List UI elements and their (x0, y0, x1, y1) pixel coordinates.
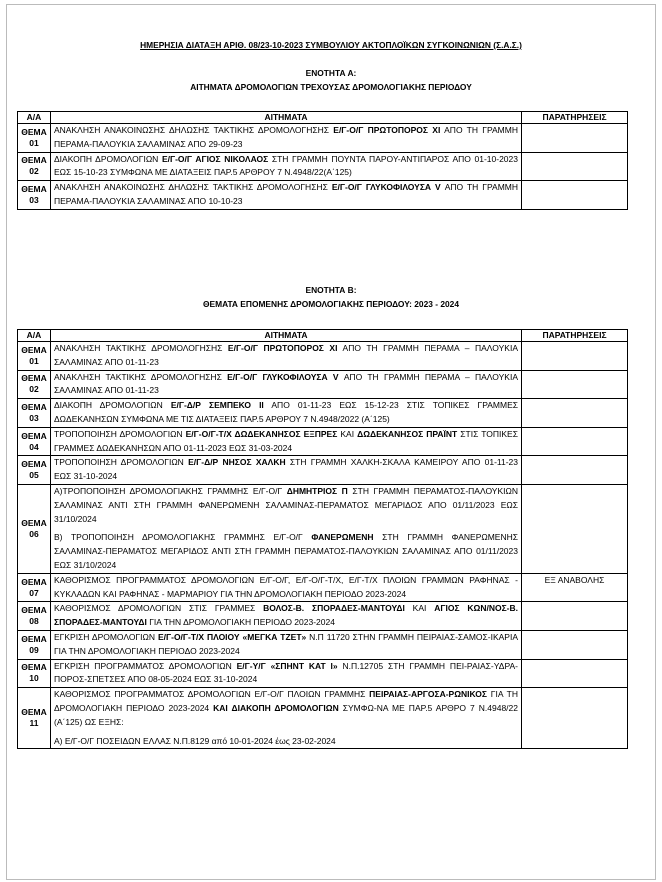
column-header-number: Α/Α (18, 330, 51, 342)
request-text-part: Α) Ε/Γ-Ο/Γ ΠΟΣΕΙΔΩΝ ΕΛΛΑΣ Ν.Π.8129 από 10-01-2024 έως 23-02-2024 (54, 735, 336, 746)
item-number: ΘΕΜΑ 03 (18, 399, 51, 428)
table-row (18, 181, 628, 210)
remarks-cell (522, 484, 628, 573)
item-number: ΘΕΜΑ 01 (18, 342, 51, 371)
request-text (51, 427, 522, 456)
table-row (18, 456, 628, 485)
item-number: ΘΕΜΑ 09 (18, 630, 51, 659)
section-b-heading: ΕΝΟΤΗΤΑ Β: (305, 285, 357, 295)
request-text (51, 630, 522, 659)
remarks-cell (522, 181, 628, 210)
section-b-table (17, 329, 628, 749)
request-text-part: ΚΑΘΟΡΙΣΜΟΣ ΠΡΟΓΡΑΜΜΑΤΟΣ ΔΡΟΜΟΛΟΓΙΩΝ Ε/Γ-Ο/Γ, Ε/Γ-Ο/Γ-Τ/Χ, Ε/Γ-Τ/Χ ΠΛΟΙΩΝ ΓΡΑΜΜΩΝ ΡΑΦΗΝΑΣ - ΚΥΚΛΑΔΩΝ ΚΑΙ ΡΑΦΗΝΑΣ - ΜΑΡΜΑΡΙΟΥ ΓΙΑ ΤΗΝ ΔΡΟΜΟΛΟΓΙΑΚΗ ΠΕΡΙΟΔΟ 2023-2024 (54, 574, 518, 599)
vessel-name: Ε/Γ-Ο/Γ ΠΡΩΤΟΠΟΡΟΣ ΧΙ (333, 125, 441, 135)
request-text-part: ΑΠΟ 01-11-23 ΕΩΣ 15-12-23 ΣΤΙΣ ΤΟΠΙΚΕΣ ΓΡΑΜΜΕΣ ΔΩΔΕΚΑΝΗΣΩΝ ΣΥΜΦΩΝΑ ΜΕ ΤΙΣ ΔΙΑΤΑΞΕΙΣ ΠΑΡ.5 ΑΡΘΡΟΥ 7 Ν.4948/2022 (Α΄125) (54, 400, 519, 424)
request-text (51, 370, 522, 399)
remarks-cell (522, 152, 628, 181)
request-text-part: ΤΡΟΠΟΠΟΙΗΣΗ ΔΡΟΜΟΛΟΓΙΩΝ (54, 457, 189, 468)
request-text (51, 342, 522, 371)
vessel-name: ΑΓΙΟΣ ΚΩΝ/ΝΟΣ-Β. ΣΠΟΡΑΔΕΣ-ΜΑΝΤΟΥΔΙ (54, 603, 518, 628)
vessel-name: ΒΟΛΟΣ-Β. ΣΠΟΡΑΔΕΣ-ΜΑΝΤΟΥΔΙ (263, 603, 405, 614)
request-text-part: ΕΓΚΡΙΣΗ ΔΡΟΜΟΛΟΓΙΩΝ (54, 631, 158, 642)
paragraph-break (54, 526, 518, 531)
item-number: ΘΕΜΑ 03 (18, 181, 51, 210)
vessel-name: Ε/Γ-Υ/Γ «ΣΠΗΝΤ ΚΑΤ Ι» (236, 660, 338, 671)
item-number: ΘΕΜΑ 11 (18, 688, 51, 749)
table-row (18, 630, 628, 659)
request-text-part: ΑΠΟ ΤΗ ΓΡΑΜΜΗ ΠΕΡΑΜΑ – ΠΑΛΟΥΚΙΑ ΣΑΛΑΜΙΝΑΣ ΑΠΟ 01-11-23 (54, 371, 518, 396)
table-row (18, 688, 628, 749)
document-title: ΗΜΕΡΗΣΙΑ ΔΙΑΤΑΞΗ ΑΡΙΘ. 08/23-10-2023 ΣΥΜΒΟΥΛΙΟΥ ΑΚΤΟΠΛΟΪΚΩΝ ΣΥΓΚΟΙΝΩΝΙΩΝ (Σ.Α.Σ.) (140, 40, 522, 50)
request-text-part: ΓΙΑ ΤΗΝ ΔΡΟΜΟΛΟΓΙΑΚΗ ΠΕΡΙΟΔΟ 2023-2024 (146, 617, 335, 628)
table-row (18, 573, 628, 602)
table-row (18, 427, 628, 456)
request-text-part: ΑΝΑΚΛΗΣΗ ΤΑΚΤΙΚΗΣ ΔΡΟΜΟΛΟΓΗΣΗΣ (54, 371, 228, 382)
table-row (18, 370, 628, 399)
item-number: ΘΕΜΑ 02 (18, 370, 51, 399)
table-row (18, 399, 628, 428)
column-header-requests: ΑΙΤΗΜΑΤΑ (51, 112, 522, 124)
request-text-part: ΓΙΑ ΤΗ ΔΡΟΜΟΛΟΓΙΑΚΗ ΠΕΡΙΟΔΟ 2023-2024 (54, 689, 518, 713)
vessel-name: Ε/Γ-Ο/Γ-Τ/Χ ΔΩΔΕΚΑΝΗΣΟΣ ΕΞΠΡΕΣ (185, 428, 338, 439)
section-b-subheading: ΘΕΜΑΤΑ ΕΠΟΜΕΝΗΣ ΔΡΟΜΟΛΟΓΙΑΚΗΣ ΠΕΡΙΟΔΟΥ: 2023 - 2024 (203, 299, 459, 309)
request-text-part: ΑΠΟ ΤΗ ΓΡΑΜΜΗ ΠΕΡΑΜΑ – ΠΑΛΟΥΚΙΑ ΣΑΛΑΜΙΝΑΣ ΑΠΟ 01-11-23 (54, 343, 518, 367)
vessel-name: Ε/Γ-Ο/Γ ΓΛΥΚΟΦΙΛΟΥΣΑ V (227, 371, 339, 382)
item-number: ΘΕΜΑ 02 (18, 152, 51, 181)
request-text (51, 399, 522, 428)
vessel-name: ΚΑΙ ΔΙΑΚΟΠΗ ΔΡΟΜΟΛΟΓΙΩΝ (213, 702, 339, 713)
remarks-cell (522, 659, 628, 688)
request-text (51, 602, 522, 631)
request-text-part: ΣΤΗ ΓΡΑΜΜΗ ΠΕΡΑΜΑΤΟΣ-ΠΑΛΟΥΚΙΩΝ ΣΑΛΑΜΙΝΑΣ ΑΝΤΙ ΣΤΗ ΓΡΑΜΜΗ ΦΑΝΕΡΩΜΕΝΗ ΣΑΛΑΜΙΝΑΣ-ΠΕΡΑΜΑΤΟΣ ΜΕΓΑΡΙΔΟΣ ΑΠΟ 01/11/2023 ΕΩΣ 31/10/2024 (54, 485, 518, 524)
request-text (51, 659, 522, 688)
column-header-remarks: ΠΑΡΑΤΗΡΗΣΕΙΣ (522, 112, 628, 124)
column-header-number: Α/Α (18, 112, 51, 124)
request-text-part: Ν.Π 11720 ΣΤΗΝ ΓΡΑΜΜΗ ΠΕΙΡΑΙΑΣ-ΣΑΜΟΣ-ΙΚΑΡΙΑ ΓΙΑ ΤΗΝ ΔΡΟΜΟΛΟΓΙΑΚΗ ΠΕΡΙΟΔΟ 2023-2024 (54, 631, 519, 656)
request-text-part: Β) ΤΡΟΠΟΠΟΙΗΣΗ ΔΡΟΜΟΛΟΓΙΑΚΗΣ ΓΡΑΜΜΗΣ Ε/Γ-Ο/Γ (54, 532, 312, 543)
remarks-cell (522, 630, 628, 659)
vessel-name: Ε/Γ-Ο/Γ ΑΓΙΟΣ ΝΙΚΟΛΑΟΣ (161, 153, 269, 164)
vessel-name: Ε/Γ-Δ/Ρ ΣΕΜΠΕΚΟ ΙΙ (170, 400, 264, 411)
vessel-name: Ε/Γ-Ο/Γ-Τ/Χ ΠΛΟΙΟΥ «ΜΕΓΚΑ ΤΖΕΤ» (157, 631, 307, 642)
request-text-part: Ν.Π.12705 ΣΤΗ ΓΡΑΜΜΗ ΠΕΙ-ΡΑΙΑΣ-ΥΔΡΑ-ΠΟΡΟΣ-ΣΠΕΤΣΕΣ ΑΠΟ 08-05-2024 ΕΩΣ 31-10-2024 (54, 660, 519, 685)
item-number: ΘΕΜΑ 08 (18, 602, 51, 631)
request-text-part: ΑΝΑΚΛΗΣΗ ΤΑΚΤΙΚΗΣ ΔΡΟΜΟΛΟΓΗΣΗΣ (54, 343, 228, 353)
request-text-part: ΑΠΟ ΤΗ ΓΡΑΜΜΗ ΠΕΡΑΜΑ-ΠΑΛΟΥΚΙΑ ΣΑΛΑΜΙΝΑΣ ΑΠΟ 29-09-23 (54, 125, 518, 149)
request-text-part: ΔΙΑΚΟΠΗ ΔΡΟΜΟΛΟΓΙΩΝ (54, 400, 171, 411)
table-row (18, 602, 628, 631)
request-text-part: ΣΤΗ ΓΡΑΜΜΗ ΦΑΝΕΡΩΜΕΝΗΣ ΣΑΛΑΜΙΝΑΣ-ΠΕΡΑΜΑΤΟΣ ΜΕΓΑΡΙΔΟΣ ΑΝΤΙ ΣΤΗ ΓΡΑΜΜΗ ΠΕΡΑΜΑΤΟΣ-ΠΑΛΟΥΚΙΩΝ ΣΑΛΑΜΙΝΑΣ ΑΠΟ 01/11/2023 ΕΩΣ 31/10/2024 (54, 532, 518, 570)
request-text-part: ΚΑΘΟΡΙΣΜΟΣ ΠΡΟΓΡΑΜΜΑΤΟΣ ΔΡΟΜΟΛΟΓΙΩΝ Ε/Γ-Ο/Γ ΠΛΟΙΩΝ ΓΡΑΜΜΗΣ (54, 689, 370, 700)
request-text-part: ΑΠΟ ΤΗ ΓΡΑΜΜΗ ΠΕΡΑΜΑ-ΠΑΛΟΥΚΙΑ ΣΑΛΑΜΙΝΑΣ ΑΠΟ 10-10-23 (54, 182, 518, 206)
table-header-row (18, 330, 628, 342)
request-text-part: Α)ΤΡΟΠΟΠΟΙΗΣΗ ΔΡΟΜΟΛΟΓΙΑΚΗΣ ΓΡΑΜΜΗΣ Ε/Γ-Ο/Γ (54, 485, 287, 496)
request-text-part: ΑΝΑΚΛΗΣΗ ΑΝΑΚΟΙΝΩΣΗΣ ΔΗΛΩΣΗΣ ΤΑΚΤΙΚΗΣ ΔΡΟΜΟΛΟΓΗΣΗΣ (54, 125, 334, 135)
request-text (51, 181, 522, 210)
request-text-part: ΣΤΙΣ ΤΟΠΙΚΕΣ ΓΡΑΜΜΕΣ ΔΩΔΕΚΑΝΗΣΩΝ ΑΠΟ 01-11-2023 ΕΩΣ 31-03-2024 (54, 428, 518, 453)
request-text-part: ΔΙΑΚΟΠΗ ΔΡΟΜΟΛΟΓΙΩΝ (54, 153, 162, 164)
item-number: ΘΕΜΑ 07 (18, 573, 51, 602)
request-text (51, 484, 522, 573)
column-header-remarks: ΠΑΡΑΤΗΡΗΣΕΙΣ (522, 330, 628, 342)
vessel-name: Ε/Γ-Ο/Γ ΠΡΩΤΟΠΟΡΟΣ ΧΙ (227, 343, 338, 353)
request-text-part: ΤΡΟΠΟΠΟΙΗΣΗ ΔΡΟΜΟΛΟΓΙΩΝ (54, 428, 186, 439)
request-text-part: ΣΥΜΦΩ-ΝΑ ΜΕ ΠΑΡ.5 ΑΡΘΡΟ 7 Ν.4948/22 (Α΄125) ΩΣ ΕΞΗΣ: (54, 702, 518, 727)
remarks-cell (522, 602, 628, 631)
request-text (51, 456, 522, 485)
remarks-cell (522, 124, 628, 153)
vessel-name: Ε/Γ-Ο/Γ ΓΛΥΚΟΦΙΛΟΥΣΑ V (331, 182, 441, 193)
column-header-requests: ΑΙΤΗΜΑΤΑ (51, 330, 522, 342)
vessel-name: ΠΕΙΡΑΙΑΣ-ΑΡΓΟΣΑ-ΡΩΝΙΚΟΣ (369, 689, 487, 700)
remarks-cell (522, 342, 628, 371)
remarks-cell: ΕΞ ΑΝΑΒΟΛΗΣ (522, 573, 628, 602)
section-a-table (17, 111, 628, 210)
table-row (18, 484, 628, 573)
remarks-cell (522, 399, 628, 428)
request-text-part: ΚΑΘΟΡΙΣΜΟΣ ΔΡΟΜΟΛΟΓΙΩΝ ΣΤΙΣ ΓΡΑΜΜΕΣ (54, 603, 264, 614)
request-text-part: ΚΑΙ (404, 603, 435, 614)
request-text-part: ΣΤΗ ΓΡΑΜΜΗ ΧΑΛΚΗ-ΣΚΑΛΑ ΚΑΜΕΙΡΟΥ ΑΠΟ 01-11-23 ΕΩΣ 31-10-2024 (54, 457, 519, 482)
item-number: ΘΕΜΑ 01 (18, 124, 51, 153)
paragraph-break (54, 730, 518, 735)
section-a-heading: ΕΝΟΤΗΤΑ Α: (305, 68, 357, 78)
remarks-cell (522, 427, 628, 456)
request-text-part: ΕΓΚΡΙΣΗ ΠΡΟΓΡΑΜΜΑΤΟΣ ΔΡΟΜΟΛΟΓΙΩΝ (54, 660, 237, 671)
item-number: ΘΕΜΑ 10 (18, 659, 51, 688)
item-number: ΘΕΜΑ 06 (18, 484, 51, 573)
table-header-row (18, 112, 628, 124)
request-text-part: ΣΤΗ ΓΡΑΜΜΗ ΠΟΥΝΤΑ ΠΑΡΟΥ-ΑΝΤΙΠΑΡΟΣ ΑΠΟ 01-10-2023 ΕΩΣ 15-10-23 ΣΥΜΦΩΝΑ ΜΕ ΔΙΑΤΑΞΕΙΣ ΠΑΡ.5 ΑΡΘΡΟΥ 7 Ν.4948/22(Α΄125) (54, 153, 518, 178)
request-text (51, 573, 522, 602)
request-text (51, 688, 522, 749)
vessel-name: ΔΗΜΗΤΡΙΟΣ Π (286, 485, 348, 496)
table-row (18, 124, 628, 153)
section-a-subheading: ΑΙΤΗΜΑΤΑ ΔΡΟΜΟΛΟΓΙΩΝ ΤΡΕΧΟΥΣΑΣ ΔΡΟΜΟΛΟΓΙΑΚΗΣ ΠΕΡΙΟΔΟΥ (190, 82, 472, 92)
remarks-cell (522, 456, 628, 485)
table-row (18, 342, 628, 371)
vessel-name: ΦΑΝΕΡΩΜΕΝΗ (311, 532, 374, 543)
request-text-part: ΚΑΙ (337, 428, 358, 439)
remarks-cell (522, 370, 628, 399)
request-text (51, 124, 522, 153)
item-number: ΘΕΜΑ 05 (18, 456, 51, 485)
vessel-name: Ε/Γ-Δ/Ρ ΝΗΣΟΣ ΧΑΛΚΗ (188, 457, 286, 468)
remarks-cell (522, 688, 628, 749)
request-text-part: ΑΝΑΚΛΗΣΗ ΑΝΑΚΟΙΝΩΣΗΣ ΔΗΛΩΣΗΣ ΤΑΚΤΙΚΗΣ ΔΡΟΜΟΛΟΓΗΣΗΣ (54, 182, 332, 193)
table-row (18, 152, 628, 181)
request-text (51, 152, 522, 181)
vessel-name: ΔΩΔΕΚΑΝΗΣΟΣ ΠΡΑΪΝΤ (357, 428, 458, 439)
item-number: ΘΕΜΑ 04 (18, 427, 51, 456)
table-row (18, 659, 628, 688)
